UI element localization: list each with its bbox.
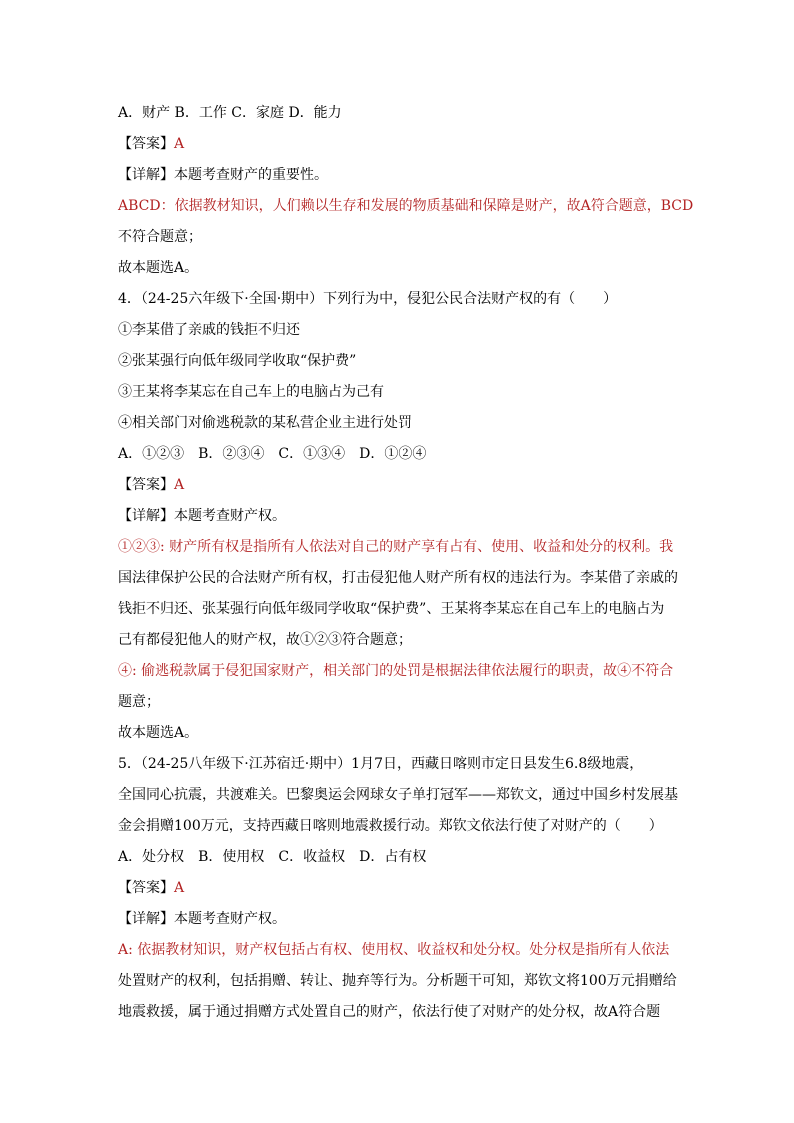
q5-stem-line-3: 金会捐赠100万元，支持西藏日喀则地震救援行动。郑钦文依法行使了对财产的（ ） bbox=[118, 818, 663, 834]
q5-answer-label: 【答案】 bbox=[118, 880, 174, 896]
q3-options: A．财产 B．工作 C．家庭 D．能力 bbox=[118, 105, 342, 121]
q5-detail-text: 本题考查财产权。 bbox=[174, 911, 286, 927]
q4-stem: 4．（24-25六年级下·全国·期中）下列行为中，侵犯公民合法财产权的有（ ） bbox=[118, 291, 618, 307]
q5-detail bbox=[118, 910, 286, 928]
q5-detail-label: 【详解】 bbox=[118, 911, 174, 927]
q4-detail-text: 本题考查财产权。 bbox=[174, 508, 286, 524]
q3-answer-label: 【答案】 bbox=[118, 136, 174, 152]
q3-conclusion: 故本题选A。 bbox=[118, 260, 199, 276]
q4-analysis-1-line-2: 国法律保护公民的合法财产所有权，打击侵犯他人财产所有权的违法行为。李某借了亲戚的 bbox=[118, 570, 678, 586]
q4-analysis-2-line-2: 题意； bbox=[118, 694, 160, 710]
q4-item-4: ④相关部门对偷逃税款的某私营企业主进行处罚 bbox=[118, 415, 412, 431]
q4-detail-label: 【详解】 bbox=[118, 508, 174, 524]
q3-analysis-line-1: ABCD：依据教材知识，人们赖以生存和发展的物质基础和保障是财产，故A符合题意，BCD bbox=[118, 198, 694, 214]
q5-analysis-line-1: A: 依据教材知识，财产权包括占有权、使用权、收益权和处分权。处分权是指所有人依法 bbox=[118, 942, 670, 958]
q3-detail-text: 本题考查财产的重要性。 bbox=[174, 167, 328, 183]
q5-stem-line-1: 5．（24-25八年级下·江苏宿迁·期中）1月7日，西藏日喀则市定日县发生6.8级地震， bbox=[118, 756, 644, 772]
q5-stem-line-2: 全国同心抗震，共渡难关。巴黎奥运会网球女子单打冠军——郑钦文，通过中国乡村发展基 bbox=[118, 787, 678, 803]
q5-options: A．处分权 B．使用权 C．收益权 D．占有权 bbox=[118, 849, 427, 865]
q4-answer bbox=[118, 476, 184, 494]
q4-detail bbox=[118, 507, 286, 525]
q4-conclusion: 故本题选A。 bbox=[118, 725, 199, 741]
q4-item-3: ③王某将李某忘在自己车上的电脑占为己有 bbox=[118, 384, 384, 400]
q3-answer bbox=[118, 135, 184, 153]
q4-item-2: ②张某强行向低年级同学收取“保护费” bbox=[118, 353, 357, 369]
q5-answer-value: A bbox=[174, 880, 185, 896]
q5-analysis-line-3: 地震救援，属于通过捐赠方式处置自己的财产，依法行使了对财产的处分权，故A符合题 bbox=[118, 1004, 661, 1020]
q4-analysis-2-line-1: ④: 偷逃税款属于侵犯国家财产，相关部门的处罚是根据法律依法履行的职责，故④不符合 bbox=[118, 663, 674, 679]
q3-answer-value: A bbox=[174, 136, 185, 152]
q3-detail bbox=[118, 166, 328, 184]
q4-answer-value: A bbox=[174, 477, 185, 493]
q5-answer bbox=[118, 879, 184, 897]
q4-item-1: ①李某借了亲戚的钱拒不归还 bbox=[118, 322, 300, 338]
q3-analysis-line-2: 不符合题意； bbox=[118, 229, 202, 245]
q5-analysis-line-2: 处置财产的权利，包括捐赠、转让、抛弃等行为。分析题干可知，郑钦文将100万元捐赠给 bbox=[118, 973, 677, 989]
q4-answer-label: 【答案】 bbox=[118, 477, 174, 493]
q4-options: A．①②③ B．②③④ C．①③④ D．①②④ bbox=[118, 446, 427, 462]
q4-analysis-1-line-3: 钱拒不归还、张某强行向低年级同学收取“保护费”、王某将李某忘在自己车上的电脑占为 bbox=[118, 601, 665, 617]
q4-analysis-1-line-1: ①②③: 财产所有权是指所有人依法对自己的财产享有占有、使用、收益和处分的权利。我 bbox=[118, 539, 674, 555]
q3-detail-label: 【详解】 bbox=[118, 167, 174, 183]
q4-analysis-1-line-4: 己有都侵犯他人的财产权，故①②③符合题意； bbox=[118, 632, 412, 648]
